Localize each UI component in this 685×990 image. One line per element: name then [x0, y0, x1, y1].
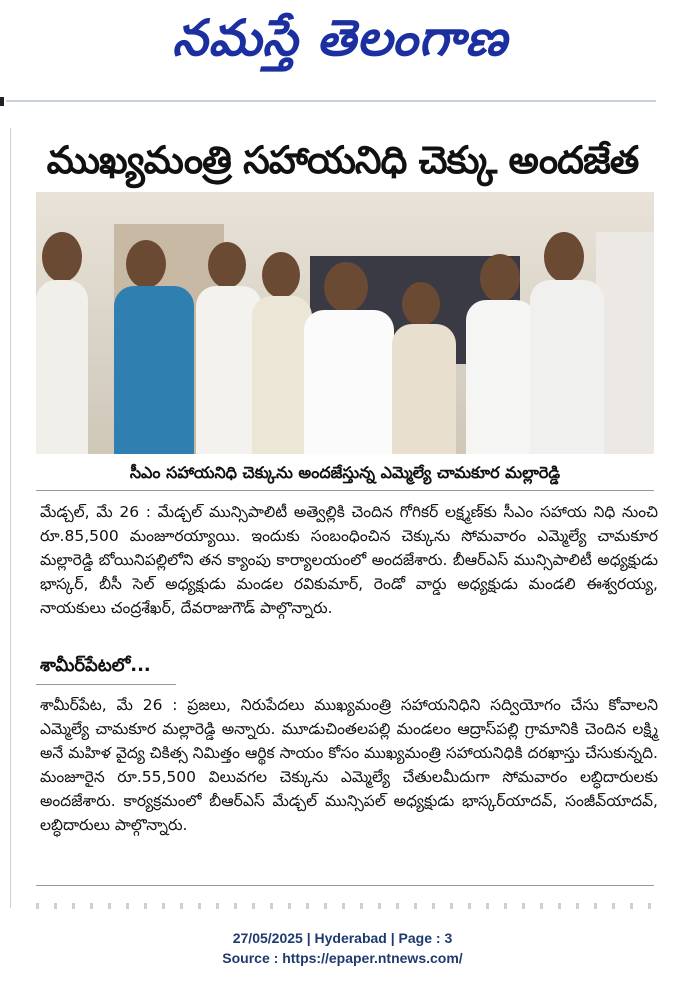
article-photo: [36, 192, 654, 454]
top-divider: [6, 100, 656, 102]
footer-source-line[interactable]: Source : https://epaper.ntnews.com/: [222, 950, 463, 966]
subheading-divider: [36, 684, 176, 685]
masthead-title: నమస్తే తెలంగాణ: [172, 8, 508, 67]
article-headline: ముఖ్యమంత్రి సహాయనిధి చెక్కు అందజేత: [46, 138, 639, 182]
left-edge-mark: [0, 97, 4, 106]
page-footer: [0, 928, 685, 968]
article-paragraph-2: శామీర్‌పేట, మే 26 : ప్రజలు, నిరుపేదలు ముఖ్యమంత్రి సహాయనిధిని సద్వియోగం చేసు కోవాలని ఎమ్మెల్యే చామకూర మల్లారెడ్డి అన్నారు. మూడుచింతలపల్లి మండలం ఆద్రాస్‌పల్లి గ్రామానికి చెందిన లక్ష్మి అనే మహిళ వైద్య చికిత్స నిమిత్తం ఆర్థిక సాయం కోసం ముఖ్యమంత్రి సహాయనిధికి దరఖాస్తు చేసుకున్నది. మంజూరైన రూ.55,500 విలువగల చెక్కును ఎమ్మెల్యే చేతులమీదుగా సోమవారం లబ్ధిదారులకు అందజేశారు. కార్యక్రమంలో బీఆర్ఎస్ మేడ్చల్ మున్సిపల్ అధ్యక్షుడు భాస్కర్‌యాదవ్, సంజీవ్‌యాదవ్, లబ్ధిదారులు పాల్గొన్నారు.: [40, 696, 658, 834]
footer-edition-line: 27/05/2025 | Hyderabad | Page : 3: [232, 930, 453, 946]
bottom-divider: [36, 885, 654, 886]
photo-caption: సీఎం సహాయనిధి చెక్కును అందజేస్తున్న ఎమ్మెల్యే చామకూర మల్లారెడ్డి: [129, 463, 561, 482]
left-column-border: [10, 128, 11, 908]
newspaper-masthead: [0, 0, 685, 78]
caption-divider: [36, 490, 654, 491]
article-subheading: శామీర్‌పేటలో...: [40, 655, 151, 676]
article-paragraph-1: మేడ్చల్, మే 26 : మేడ్చల్ మున్సిపాలిటీ అత్వెల్లికి చెందిన గోగికర్ లక్ష్మణ్‌కు సీఎం సహాయ నిధి నుంచి రూ.85,500 మంజూరయ్యాయి. ఇందుకు సంబంధించిన చెక్కును సోమవారం ఎమ్మెల్యే చామకూర మల్లారెడ్డి బోయినిపల్లిలోని తన క్యాంపు కార్యాలయంలో అందజేశారు. బీఆర్ఎస్ మున్సిపాలిటీ అధ్యక్షుడు భాస్కర్, బీసీ సెల్ అధ్యక్షుడు మండల రవికుమార్, రెండో వార్డు అధ్యక్షుడు మండలి ఈశ్వరయ్య, నాయకులు చంద్రశేఖర్, దేవరాజుగౌడ్ పాల్గొన్నారు.: [40, 503, 658, 617]
bottom-dotted-rule: [36, 903, 654, 909]
